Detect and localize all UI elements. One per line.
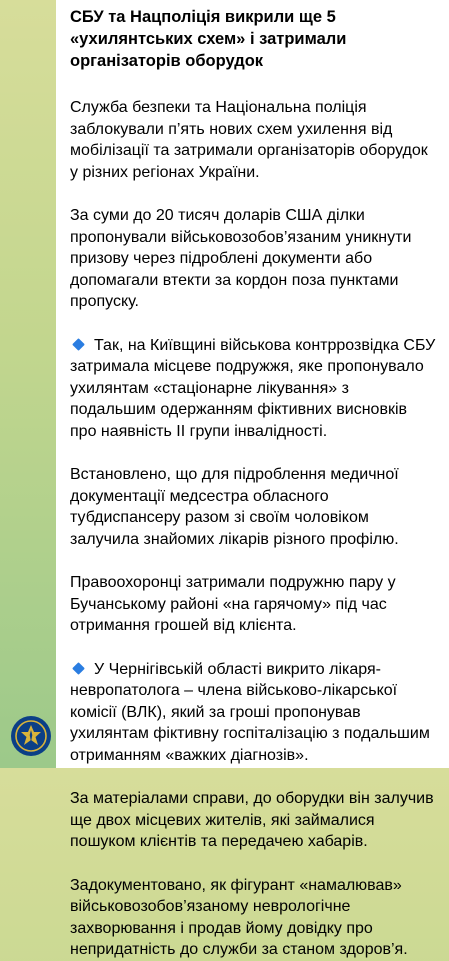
channel-avatar[interactable] bbox=[11, 716, 51, 756]
message-bubble bbox=[56, 0, 449, 958]
paragraph-intro: Служба безпеки та Національна поліція заблокували п’ять нових схем ухилення від мобілізації та затримали організаторів оборудок у різних регіонах України. bbox=[70, 99, 428, 181]
paragraph-chernihiv-text: У Чернігівській області викрито лікаря-невропатолога – члена військово-лікарської комісії (ВЛК), який за гроші пропонував ухилянтам фіктивну госпіталізацію з подальшим отриманням «важких діагнозів». bbox=[70, 660, 430, 764]
blue-diamond-icon bbox=[72, 662, 85, 675]
paragraph-accomplices: За матеріалами справи, до оборудки він залучив ще двох місцевих жителів, які займалися пошуком клієнтів та передачею хабарів. bbox=[70, 790, 434, 850]
paragraph-arrest: Правоохоронці затримали подружню пару у Бучанському районі «на гарячому» під час отримання грошей від клієнта. bbox=[70, 574, 396, 634]
paragraph-documented: Задокументовано, як фігурант «намалював» військовозобов’язаному неврологічне захворювання і продав йому довідку про непридатність до служби за станом здоров’я. bbox=[70, 876, 408, 958]
paragraph-kyiv bbox=[70, 335, 437, 443]
paragraph-kyiv-text: Так, на Київщині військова контррозвідка СБУ затримала місцеве подружжя, яке пропонувало ухилянтам «стаціонарне лікування» з подальшим одержанням фіктивних висновків про наявність ІІ групи інвалідності. bbox=[70, 336, 436, 440]
paragraph-scheme-cost: За суми до 20 тисяч доларів США ділки пропонували військовозобов’язаним уникнути призову через підроблені документи або допомагали втекти за кордон поза пунктами пропуску. bbox=[70, 207, 412, 310]
blue-diamond-icon bbox=[72, 338, 85, 351]
sbu-emblem-icon bbox=[14, 719, 48, 753]
paragraph-nurse: Встановлено, що для підроблення медичної документації медсестра обласного тубдиспансеру разом зі своїм чоловіком залучила знайомих лікарів різного профілю. bbox=[70, 466, 399, 548]
post-headline: СБУ та Нацполіція викрили ще 5 «ухилянтських схем» і затримали організаторів оборудок bbox=[70, 8, 347, 70]
paragraph-chernihiv bbox=[70, 659, 437, 767]
